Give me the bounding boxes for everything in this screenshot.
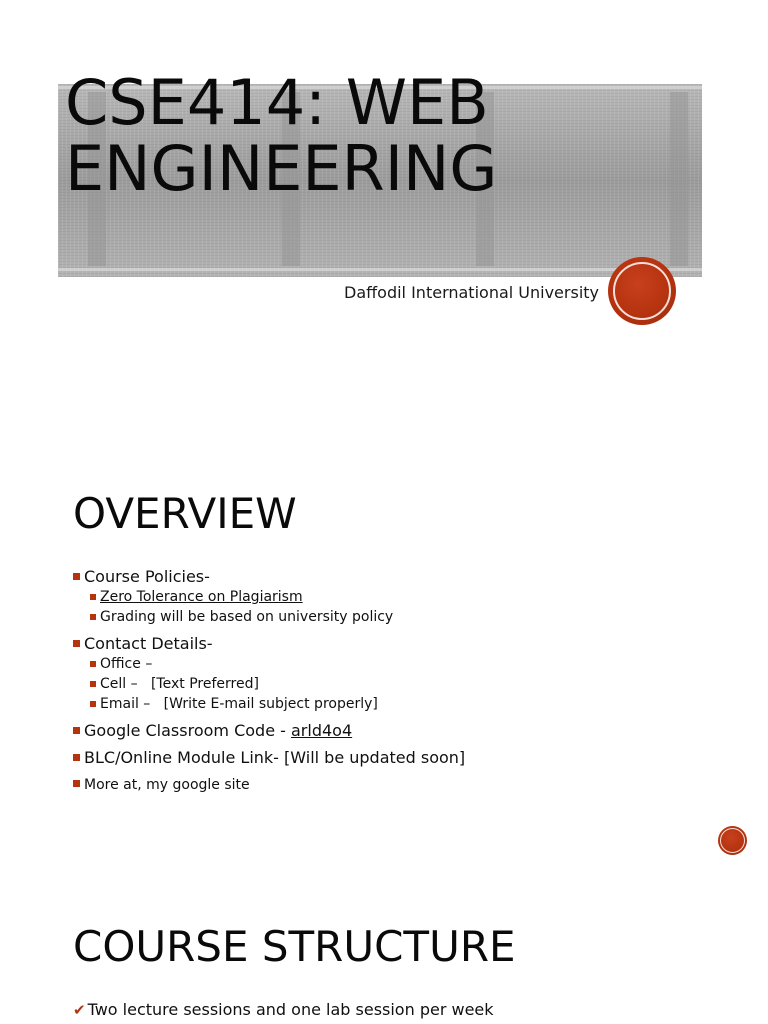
- square-bullet-icon: [90, 594, 96, 600]
- classroom-code-link[interactable]: arld4o4: [290, 721, 353, 740]
- square-bullet-icon: [90, 681, 96, 687]
- square-bullet-icon: [73, 780, 80, 787]
- square-bullet-icon: [73, 754, 80, 761]
- email-text: Email – [Write E-mail subject properly]: [100, 696, 378, 712]
- office-text: Office –: [100, 656, 153, 672]
- overview-heading: OVERVIEW: [73, 489, 297, 538]
- square-bullet-icon: [73, 640, 80, 647]
- list-item-grading: [90, 607, 713, 627]
- list-item-cell: [90, 674, 713, 694]
- badge-ring: [720, 828, 745, 853]
- cell-text: Cell – [Text Preferred]: [100, 676, 259, 692]
- plagiarism-link[interactable]: Zero Tolerance on Plagiarism: [100, 589, 303, 605]
- grading-text: Grading will be based on university policy: [100, 609, 394, 625]
- list-item-office: [90, 654, 713, 674]
- more-text: More at, my google site: [84, 777, 250, 793]
- classroom-code-label: Google Classroom Code -: [84, 721, 291, 740]
- square-bullet-icon: [73, 727, 80, 734]
- list-item-more: [73, 775, 713, 795]
- square-bullet-icon: [90, 661, 96, 667]
- slide-title-line2: ENGINEERING: [65, 132, 498, 205]
- red-circle-badge-icon: [718, 826, 747, 855]
- slide-title-line1: CSE414: WEB: [65, 66, 489, 139]
- checkmark-icon: ✔: [73, 1001, 86, 1019]
- square-bullet-icon: [73, 573, 80, 580]
- badge-ring: [613, 262, 671, 320]
- list-item-blc-link: [73, 748, 713, 768]
- list-item-contact-details: [73, 634, 713, 714]
- overview-list: [73, 567, 713, 802]
- square-bullet-icon: [90, 701, 96, 707]
- course-structure-item-text: Two lecture sessions and one lab session per week: [87, 1000, 494, 1019]
- banner-rule-bottom: [58, 268, 702, 271]
- list-item-plagiarism: [90, 587, 713, 607]
- course-policies-sublist: [73, 587, 713, 627]
- course-policies-label: Course Policies-: [84, 567, 210, 586]
- list-item-course-policies: [73, 567, 713, 627]
- contact-details-sublist: [73, 654, 713, 714]
- list-item-classroom-code: [73, 721, 713, 741]
- square-bullet-icon: [90, 614, 96, 620]
- list-item-email: [90, 694, 713, 714]
- contact-details-label: Contact Details-: [84, 634, 213, 653]
- red-circle-badge-icon: [608, 257, 676, 325]
- slide-title: [65, 66, 498, 205]
- blc-link-text: BLC/Online Module Link- [Will be updated soon]: [84, 748, 466, 767]
- slide-subtitle: Daffodil International University: [344, 283, 599, 302]
- course-structure-item: [73, 1000, 494, 1020]
- banner-texture-stripe: [670, 92, 688, 266]
- course-structure-heading: COURSE STRUCTURE: [73, 922, 516, 971]
